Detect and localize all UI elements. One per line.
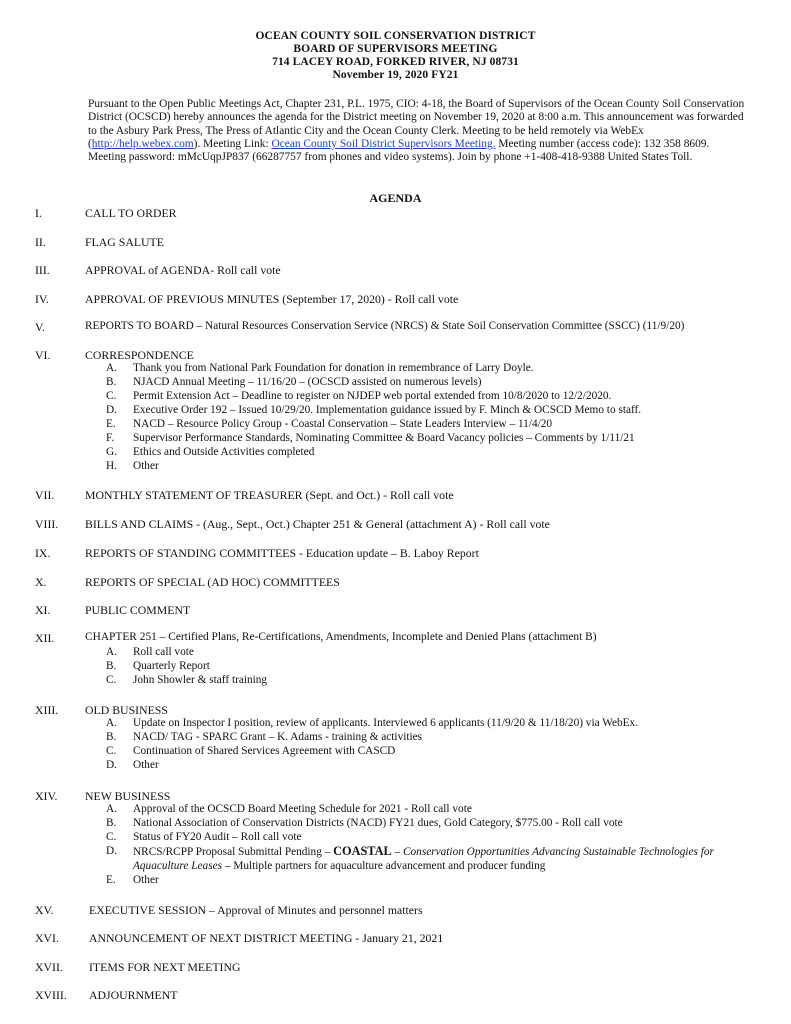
item-text: Update on Inspector I position, review of applicants. Interviewed 6 applicants (11/9/20 & 11/18/20) via WebEx. — [133, 717, 639, 729]
item-new-business: NEW BUSINESS — [85, 789, 171, 803]
item-text: Continuation of Shared Services Agreement with CASCD — [133, 745, 396, 757]
item-number: IV. — [35, 292, 49, 306]
item-letter: G. — [106, 446, 117, 458]
list-item — [106, 660, 210, 672]
item-text: Supervisor Performance Standards, Nominating Committee & Board Vacancy policies – Comments by 1/11/21 — [133, 432, 635, 444]
coastal-definition: Conservation Opportunities Advancing Sustainable Technologies for Aquaculture Leases — [133, 846, 714, 872]
item-text: Ethics and Outside Activities completed — [133, 446, 315, 458]
list-item — [106, 460, 159, 472]
coastal-acronym: COASTAL — [333, 844, 392, 858]
agenda-title: AGENDA — [369, 191, 422, 205]
item-letter: E. — [106, 418, 116, 430]
item-approval-agenda: APPROVAL of AGENDA- Roll call vote — [85, 263, 281, 277]
list-item — [106, 874, 159, 886]
item-previous-minutes: APPROVAL OF PREVIOUS MINUTES (September 17, 2020) - Roll call vote — [85, 292, 459, 306]
list-item — [106, 731, 423, 743]
item-number: XV. — [35, 903, 54, 917]
item-public-comment: PUBLIC COMMENT — [85, 603, 191, 617]
item-letter: D. — [106, 759, 117, 771]
item-text: Approval of the OCSCD Board Meeting Schedule for 2021 - Roll call vote — [133, 803, 472, 815]
list-item — [106, 717, 639, 729]
item-letter: B. — [106, 376, 117, 388]
list-item — [106, 831, 302, 843]
item-number: XVIII. — [35, 988, 67, 1002]
list-item — [106, 390, 612, 402]
list-item — [106, 803, 472, 815]
item-number: III. — [35, 263, 50, 277]
item-number: IX. — [35, 546, 51, 560]
item-number: VIII. — [35, 517, 59, 531]
item-letter: D. — [106, 845, 117, 857]
list-item — [106, 844, 723, 873]
item-number: XI. — [35, 603, 51, 617]
item-text: National Association of Conservation Districts (NACD) FY21 dues, Gold Category, $775.00 - Roll call vote — [133, 817, 623, 829]
item-text: Executive Order 192 – Issued 10/29/20. Implementation guidance issued by F. Minch & OCSCD Memo to staff. — [133, 404, 642, 416]
intro-text: ). Meeting Link: — [193, 137, 272, 150]
item-letter: B. — [106, 660, 117, 672]
item-letter: C. — [106, 831, 117, 843]
item-text: – Multiple partners for aquaculture advancement and producer funding — [222, 859, 546, 872]
item-text: Other — [133, 759, 159, 771]
item-reports-to-board: REPORTS TO BOARD – Natural Resources Conservation Service (NRCS) & State Soil Conservation Committee (SSCC) (11/9/20) — [85, 320, 685, 332]
header-address: 714 LACEY ROAD, FORKED RIVER, NJ 08731 — [272, 56, 519, 68]
list-item — [106, 418, 553, 430]
item-letter: C. — [106, 745, 117, 757]
item-text: Status of FY20 Audit – Roll call vote — [133, 831, 302, 843]
item-number: XVII. — [35, 960, 63, 974]
item-letter: D. — [106, 404, 117, 416]
item-text: Quarterly Report — [133, 660, 210, 672]
item-executive-session: EXECUTIVE SESSION – Approval of Minutes and personnel matters — [89, 903, 423, 917]
item-adjournment: ADJOURNMENT — [89, 988, 178, 1002]
item-next-meeting: ANNOUNCEMENT OF NEXT DISTRICT MEETING - January 21, 2021 — [89, 931, 444, 945]
header-meeting: BOARD OF SUPERVISORS MEETING — [293, 43, 498, 55]
list-item — [106, 817, 623, 829]
item-letter: A. — [106, 803, 117, 815]
item-number: II. — [35, 235, 46, 249]
item-correspondence: CORRESPONDENCE — [85, 348, 194, 362]
list-item — [106, 432, 635, 444]
header-date: November 19, 2020 FY21 — [332, 69, 459, 81]
item-chapter-251: CHAPTER 251 – Certified Plans, Re-Certifications, Amendments, Incomplete and Denied Plans (attachment B) — [85, 631, 597, 643]
item-letter: F. — [106, 432, 115, 444]
item-text: Permit Extension Act – Deadline to register on NJDEP web portal extended from 10/8/2020 to 12/2/2020. — [133, 390, 612, 402]
item-text: Thank you from National Park Foundation for donation in remembrance of Larry Doyle. — [133, 362, 534, 374]
item-text: John Showler & staff training — [133, 674, 268, 686]
list-item — [106, 446, 315, 458]
item-text: – — [391, 846, 403, 858]
item-letter: C. — [106, 674, 117, 686]
item-number: XVI. — [35, 931, 59, 945]
item-text: NACD/ TAG - SPARC Grant – K. Adams - training & activities — [133, 731, 423, 743]
item-number: I. — [35, 206, 42, 220]
intro-text: Meeting number (access code): 132 358 8609. Meeting password: mMcUqpJP837 (66287757 from phones and video systems). Join by phone +1-408-418-9388 United States Toll. — [88, 137, 710, 164]
item-flag-salute: FLAG SALUTE — [85, 235, 164, 249]
item-number: VII. — [35, 488, 55, 502]
item-number: XIV. — [35, 789, 58, 803]
webex-help-link[interactable]: http://help.webex.com — [91, 137, 194, 150]
item-number: VI. — [35, 348, 51, 362]
item-text: NJACD Annual Meeting – 11/16/20 – (OCSCD assisted on numerous levels) — [133, 376, 482, 388]
list-item — [106, 376, 482, 388]
item-text: Roll call vote — [133, 646, 194, 658]
list-item — [106, 745, 396, 757]
list-item — [106, 674, 268, 686]
item-letter: E. — [106, 874, 116, 886]
header-district: OCEAN COUNTY SOIL CONSERVATION DISTRICT — [255, 30, 536, 42]
item-text: Other — [133, 460, 159, 472]
item-special-committees: REPORTS OF SPECIAL (AD HOC) COMMITTEES — [85, 575, 340, 589]
item-treasurer-statement: MONTHLY STATEMENT OF TREASURER (Sept. and Oct.) - Roll call vote — [85, 488, 454, 502]
list-item — [106, 759, 159, 771]
item-call-to-order: CALL TO ORDER — [85, 206, 177, 220]
item-number: XII. — [35, 631, 55, 645]
item-standing-committees: REPORTS OF STANDING COMMITTEES - Education update – B. Laboy Report — [85, 546, 479, 560]
item-text: NACD – Resource Policy Group - Coastal Conservation – State Leaders Interview – 11/4/20 — [133, 418, 553, 430]
item-number: V. — [35, 320, 45, 334]
item-text: NRCS/RCPP Proposal Submittal Pending – — [133, 846, 334, 858]
item-items-next-meeting: ITEMS FOR NEXT MEETING — [89, 960, 241, 974]
item-letter: A. — [106, 717, 117, 729]
item-old-business: OLD BUSINESS — [85, 703, 168, 717]
intro-paragraph — [88, 98, 748, 164]
item-number: X. — [35, 575, 47, 589]
item-letter: A. — [106, 646, 117, 658]
intro-text: Pursuant to the Open Public Meetings Act, Chapter 231, P.L. 1975, CIO: 4-18, the Board of Supervisors of the Ocean County Soil Conservation District (OCSCD) hereby announces the agenda for the District meeting on November 19, 2020 at 8:00 a.m. This announcement was forwarded to the Asbury Park Press, The Press of Atlantic City and the Ocean County Clerk. Meeting to be held remotely via WebEx ( — [88, 98, 745, 150]
item-letter: C. — [106, 390, 117, 402]
list-item — [106, 362, 534, 374]
item-letter: A. — [106, 362, 117, 374]
item-bills-claims: BILLS AND CLAIMS - (Aug., Sept., Oct.) Chapter 251 & General (attachment A) - Roll call vote — [85, 517, 550, 531]
item-letter: H. — [106, 460, 117, 472]
meeting-link[interactable]: Ocean County Soil District Supervisors Meeting. — [271, 137, 496, 150]
item-letter: B. — [106, 817, 117, 829]
item-text: Other — [133, 874, 159, 886]
list-item — [106, 404, 642, 416]
item-letter: B. — [106, 731, 117, 743]
list-item — [106, 646, 194, 658]
item-number: XIII. — [35, 703, 59, 717]
